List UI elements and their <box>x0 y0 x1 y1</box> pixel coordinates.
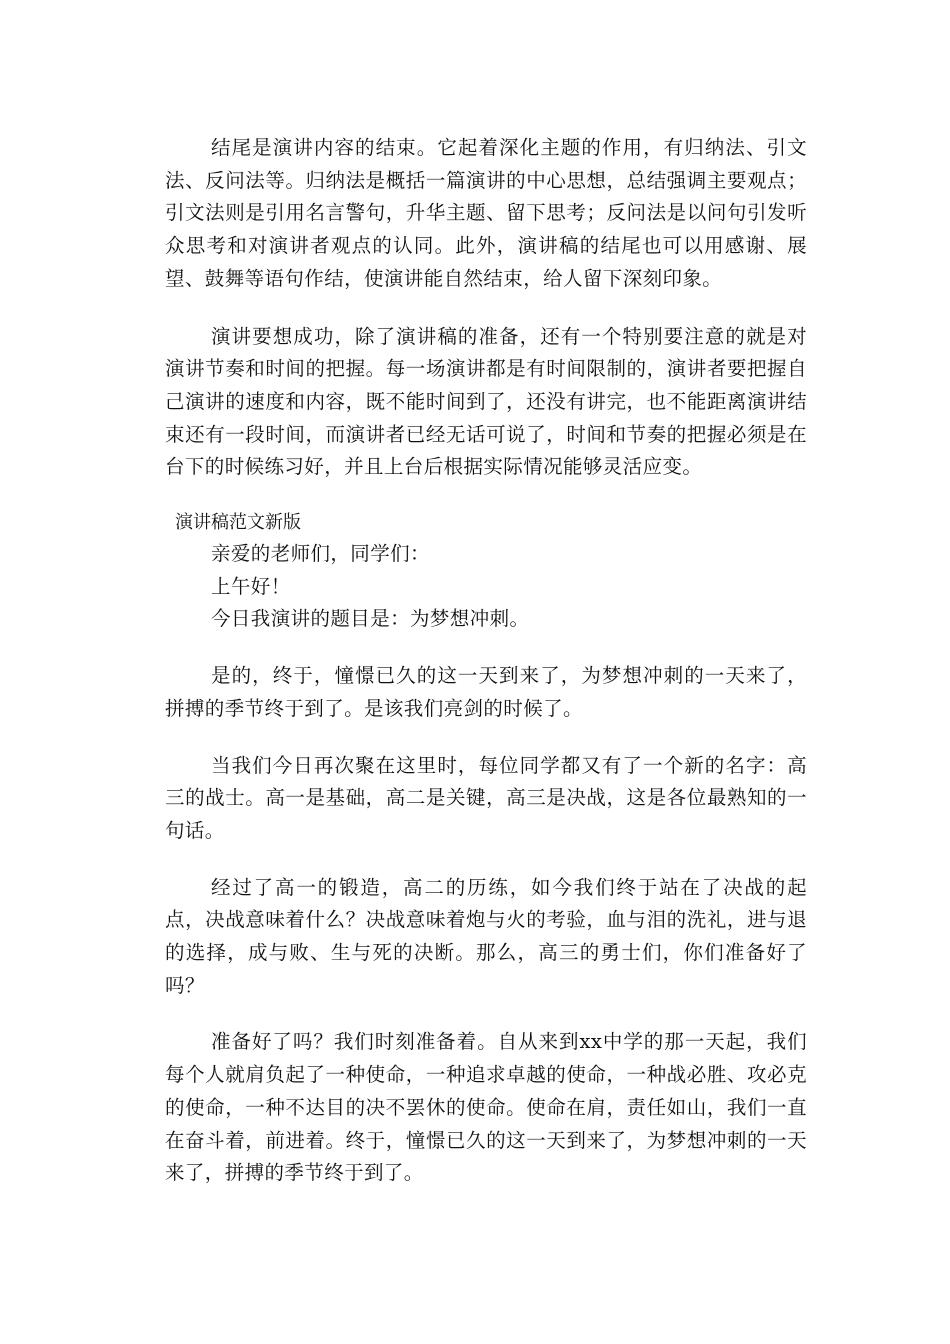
document-body <box>165 132 807 1190</box>
paragraph-speech-3: 经过了高一的锻造，高二的历练，如今我们终于站在了决战的起点，决战意味着什么？决战意味着炮与火的考验，血与泪的洗礼，进与退的选择，成与败、生与死的决断。那么，高三的勇士们，你们准备好了吗？ <box>165 875 807 997</box>
section-title: 演讲稿范文新版 <box>175 512 301 534</box>
paragraph-speech-1: 是的，终于，憧憬已久的这一天到来了，为梦想冲刺的一天来了，拼搏的季节终于到了。是该我们亮剑的时候了。 <box>165 664 807 720</box>
greeting: 上午好！ <box>211 574 291 598</box>
salutation: 亲爱的老师们，同学们： <box>211 542 430 566</box>
paragraph-speech-2: 当我们今日再次聚在这里时，每位同学都又有了一个新的名字：高三的战士。高一是基础，高二是关键，高三是决战，这是各位最熟知的一句话。 <box>165 753 807 842</box>
paragraph-speech-4: 准备好了吗？我们时刻准备着。自从来到xx中学的那一天起，我们每个人就肩负起了一种使命，一种追求卓越的使命，一种战必胜、攻必克的使命，一种不达目的决不罢休的使命。使命在肩，责任如山，我们一直在奋斗着，前进着。终于，憧憬已久的这一天到来了，为梦想冲刺的一天来了，拼搏的季节终于到了。 <box>165 1030 807 1185</box>
topic-line: 今日我演讲的题目是：为梦想冲刺。 <box>211 607 530 631</box>
paragraph-timing: 演讲要想成功，除了演讲稿的准备，还有一个特别要注意的就是对演讲节奏和时间的把握。每一场演讲都是有时间限制的，演讲者要把握自己演讲的速度和内容，既不能时间到了，还没有讲完，也不能距离演讲结束还有一段时间，而演讲者已经无话可说了，时间和节奏的把握必须是在台下的时候练习好，并且上台后根据实际情况能够灵活应变。 <box>165 324 807 479</box>
paragraph-conclusion: 结尾是演讲内容的结束。它起着深化主题的作用，有归纳法、引文法、反问法等。归纳法是概括一篇演讲的中心思想，总结强调主要观点；引文法则是引用名言警句，升华主题、留下思考；反问法是以问句引发听众思考和对演讲者观点的认同。此外，演讲稿的结尾也可以用感谢、展望、鼓舞等语句作结，使演讲能自然结束，给人留下深刻印象。 <box>165 136 807 290</box>
